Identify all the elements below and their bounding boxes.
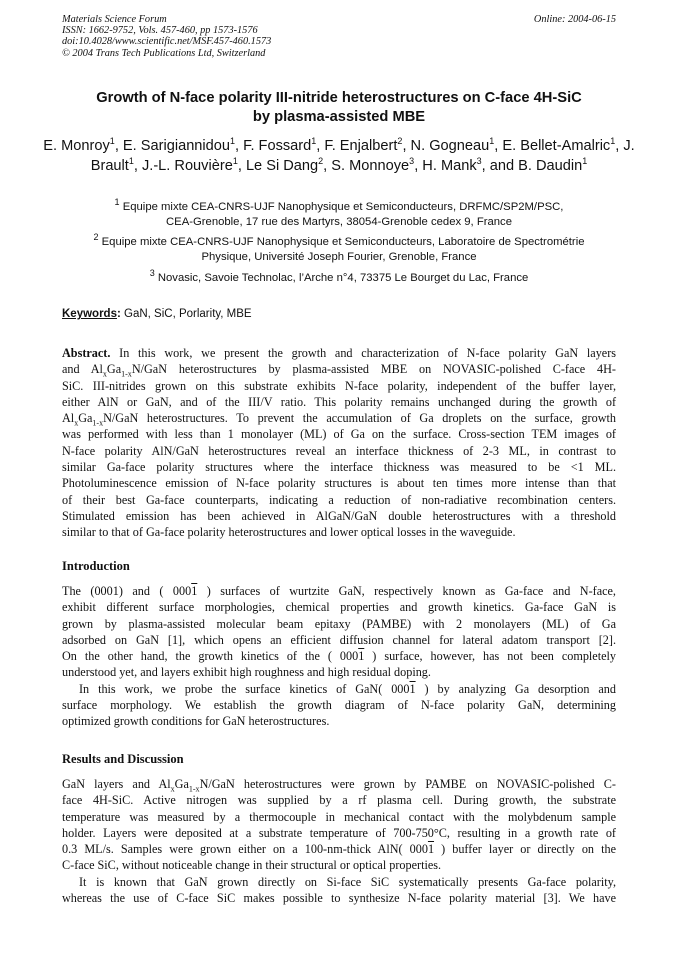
text-line: GaN layers and $Al_xGa_{1-x}N$/GaN heterostructures were grown by PAMBE on NOVASIC-polished C- <box>62 777 616 794</box>
text-line: In this work, we probe the surface kinetics of GaN( 0001 ) by analyzing Ga desorption and <box>79 681 616 696</box>
text-line: similar to that of Ga-face polarity heterostructures and lower optical losses in the waveguide. <box>62 525 516 540</box>
author-affiliation-mark: 1 <box>610 136 616 147</box>
text-line: Photoluminescence emission of N-face polarity structures is about ten times more intense than that <box>62 476 616 491</box>
journal-header <box>62 14 616 59</box>
text-line: SiC. III-nitrides grown on this substrate exhibits N-face polarity, independent of the buffer layer, <box>62 378 616 393</box>
text-line: understood yet, and layers exhibit high roughness and high residual doping. <box>62 665 431 680</box>
author-affiliation-mark: 1 <box>489 136 495 147</box>
online-date: Online: 2004-06-15 <box>533 14 616 25</box>
copyright-line: © 2004 Trans Tech Publications Ltd, Switzerland <box>62 47 266 59</box>
doi-line: doi:10.4028/www.scientific.net/MSF.457-460.1573 <box>62 36 272 48</box>
text-line: temperature was measured by a thermocouple in mechanical contact with the molybdenum sample <box>62 809 616 824</box>
text-line: exhibit different surface morphologies, chemical properties and growth kinetics. Ga-face GaN is <box>62 600 616 615</box>
issn-line: ISSN: 1662-9752, Vols. 457-460, pp 1573-1576 <box>62 25 258 37</box>
author-name: Le Si Dang <box>245 157 319 174</box>
author-affiliation-mark: 2 <box>397 136 403 147</box>
text-line: of their best Ga-face counterparts, indicating a reduction of non-radiative recombination centers. <box>62 492 616 507</box>
text-line: optimized growth conditions for GaN heterostructures. <box>62 714 330 729</box>
author-name: E. Monroy <box>43 138 110 154</box>
text-line: was performed with less than 1 monolayer (ML) of Ga on the surface. Cross-section TEM images of <box>62 427 616 442</box>
text-line: Abstract. In this work, we present the growth and characterization of N-face polarity GaN layers <box>62 346 616 360</box>
text-line: face 4H-SiC. Active nitrogen was supplied by a rf plasma cell. During growth, the substrate <box>62 793 616 808</box>
author-affiliation-mark: 1 <box>582 155 588 166</box>
affiliation-2: $^2$ Equipe mixte CEA-CNRS-UJF Nanophysique et Semiconducteurs, Laboratoire de Spectrométrie Physique, Université Joseph Fourier, Grenoble, France <box>93 232 585 263</box>
results-heading: Results and Discussion <box>62 752 184 766</box>
author-affiliation-mark: 1 <box>128 155 134 166</box>
author-name: J. Brault <box>90 138 635 174</box>
text-line: N-face polarity AlN/GaN heterostructures reveal an interface thickness of 2-3 ML, in contrast to <box>62 443 616 458</box>
keywords-label: Keywords <box>62 308 117 320</box>
keywords-text: GaN, SiC, Porlarity, MBE <box>120 308 252 320</box>
text-line: adsorbed on GaN [1], which opens an efficient diffusion channel for lateral adatom transport [2]. <box>62 632 616 647</box>
affiliation-3: $^3$ Novasic, Savoie Technolac, l’Arche n°4, 73375 Le Bourget du Lac, France <box>149 268 529 284</box>
author-list: E. Monroy$^1$, E. Sarigiannidou$^1$, F. Fossard$^1$, F. Enjalbert$^2$, N. Gogneau$^1$, E. Bellet-Amalric$^1$, J. Brault$^1$, J.-L. Rouvière$^1$, Le Si Dang$^2$, S. Monnoye$^3$, H. Mank$^3$, and B. Daudin$^1$ <box>43 136 635 174</box>
author-affiliation-mark: 1 <box>311 136 317 147</box>
paper-title <box>40 89 638 127</box>
author-affiliation-mark: 1 <box>109 136 115 147</box>
text-line: surface morphology. We establish the growth diagram of N-face polarity GaN, determining <box>62 698 616 713</box>
text-line: Stimulated emission has been achieved in AlGaN/GaN double heterostructures with a threshold <box>62 508 616 523</box>
author-affiliation-mark: 3 <box>476 155 482 166</box>
text-line: whereas the use of C-face SiC makes possible to synthesize N-face polarity material [3]. We have <box>62 891 616 906</box>
keywords: Keywords: GaN, SiC, Porlarity, MBE <box>62 308 252 320</box>
author-affiliation-mark: 1 <box>230 136 236 147</box>
text-line: holder. Layers were deposited at a substrate temperature of 700-750°C, resulting in a growth rate of <box>62 825 616 840</box>
author-affiliation-mark: 1 <box>232 155 238 166</box>
title-line-1: Growth of N-face polarity III-nitride heterostructures on C-face 4H-SiC <box>96 90 582 106</box>
text-line: On the other hand, the growth kinetics of the ( 0001 ) surface, however, has not been completely <box>62 649 616 664</box>
text-line: and $Al_xGa_{1-x}N$/GaN heterostructures by plasma-assisted MBE on NOVASIC-polished C-face 4H- <box>62 362 616 379</box>
author-name: S. Monnoye <box>331 157 410 174</box>
text-line: The (0001) and ( 0001 ) surfaces of wurtzite GaN, respectively known as Ga-face and N-face, <box>62 584 616 598</box>
author-name: E. Bellet-Amalric <box>502 138 611 154</box>
author-name: B. Daudin <box>518 157 583 174</box>
author-name: E. Sarigiannidou <box>122 138 231 154</box>
author-name: J.-L. Rouvière <box>141 157 233 174</box>
journal-name: Materials Science Forum <box>62 14 167 25</box>
author-affiliation-mark: 3 <box>409 155 415 166</box>
affiliation-1: $^1$ Equipe mixte CEA-CNRS-UJF Nanophysique et Semiconducteurs, DRFMC/SP2M/PSC, CEA-Grenoble, 17 rue des Martyrs, 38054-Grenoble cedex 9, France <box>114 197 564 228</box>
text-line: similar Ga-face polarity structures where the interface thickness was measured to be <1 ML. <box>62 460 616 475</box>
text-line: 0.3 ML/s. Samples were grown either on a 100-nm-thick AlN( 0001 ) buffer layer or directly on the <box>62 842 616 857</box>
text-line: C-face SiC, without noticeable change in their structural or optical properties. <box>62 858 442 873</box>
text-line: It is known that GaN grown directly on Si-face SiC systematically presents Ga-face polarity, <box>79 874 616 889</box>
results-text <box>62 776 616 906</box>
text-line: either AlN or GaN, and of the III/V ratio. This polarity remains unchanged during the growth of <box>62 394 616 409</box>
introduction-heading: Introduction <box>62 559 130 573</box>
author-name: N. Gogneau <box>410 138 490 154</box>
author-name: H. Mank <box>422 157 477 174</box>
text-line: grown by plasma-assisted molecular beam epitaxy (PAMBE) with 2 monolayers (ML) of Ga <box>62 616 616 631</box>
introduction-text <box>62 583 616 730</box>
abstract <box>62 345 616 541</box>
author-name: F. Fossard <box>243 138 312 154</box>
author-name: F. Enjalbert <box>324 138 398 154</box>
title-line-2: by plasma-assisted MBE <box>252 109 426 125</box>
author-affiliation-mark: 2 <box>318 155 324 166</box>
text-line: $Al_xGa_{1-x}N$/GaN heterostructures. To prevent the accumulation of Ga droplets on the surface, growth <box>62 411 616 428</box>
